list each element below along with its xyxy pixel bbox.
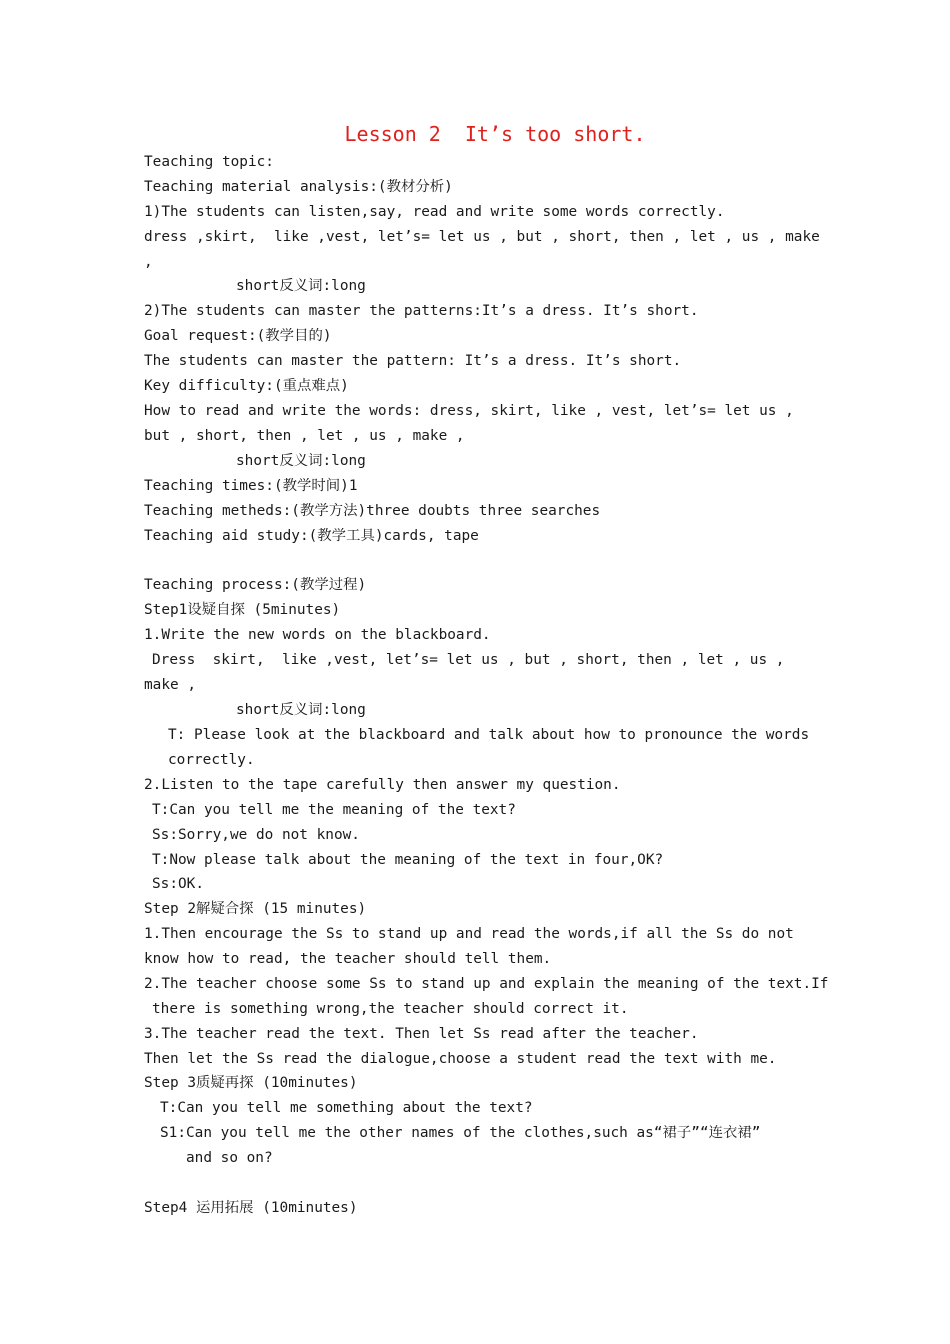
- text-line: 1)The students can listen,say, read and write some words correctly.: [144, 204, 725, 220]
- text-line: T: Please look at the blackboard and talk about how to pronounce the words: [168, 727, 810, 743]
- text-line: Teaching times:(教学时间)1: [144, 478, 358, 494]
- text-line: know how to read, the teacher should tell them.: [144, 951, 552, 967]
- text-line: 2)The students can master the patterns:It’s a dress. It’s short.: [144, 303, 699, 319]
- text-line: Teaching aid study:(教学工具)cards, tape: [144, 528, 479, 544]
- text-line: Dress skirt, like ,vest, let’s= let us , but , short, then , let , us ,: [152, 652, 785, 668]
- text-line: dress ,skirt, like ,vest, let’s= let us , but , short, then , let , us , make: [144, 229, 820, 245]
- text-line: Key difficulty:(重点难点): [144, 378, 349, 394]
- text-line: The students can master the pattern: It’s a dress. It’s short.: [144, 353, 682, 369]
- text-line: Ss:Sorry,we do not know.: [152, 827, 360, 843]
- text-line: 3.The teacher read the text. Then let Ss read after the teacher.: [144, 1026, 699, 1042]
- text-line: Step 2解疑合探 (15 minutes): [144, 901, 367, 917]
- text-line: Teaching process:(教学过程): [144, 577, 367, 593]
- text-line: Teaching metheds:(教学方法)three doubts three searches: [144, 503, 601, 519]
- text-line: short反义词:long: [236, 278, 366, 294]
- text-line: short反义词:long: [236, 453, 366, 469]
- text-line: but , short, then , let , us , make ,: [144, 428, 465, 444]
- text-line: there is something wrong,the teacher should correct it.: [152, 1001, 629, 1017]
- text-line: correctly.: [168, 752, 255, 768]
- text-line: 2.Listen to the tape carefully then answer my question.: [144, 777, 621, 793]
- text-line: 1.Then encourage the Ss to stand up and read the words,if all the Ss do not: [144, 926, 794, 942]
- page-title: Lesson 2 It’s too short.: [344, 122, 646, 146]
- text-line: ,: [144, 254, 153, 270]
- text-line: Step 3质疑再探 (10minutes): [144, 1075, 358, 1091]
- text-line: Ss:OK.: [152, 876, 204, 892]
- text-line: Teaching material analysis:(教材分析): [144, 179, 453, 195]
- text-line: and so on?: [186, 1150, 273, 1166]
- text-line: S1:Can you tell me the other names of the clothes,such as“裙子”“连衣裙”: [160, 1125, 761, 1141]
- text-line: 2.The teacher choose some Ss to stand up and explain the meaning of the text.If: [144, 976, 829, 992]
- text-line: Teaching topic:: [144, 154, 274, 170]
- text-line: How to read and write the words: dress, skirt, like , vest, let’s= let us ,: [144, 403, 794, 419]
- text-line: T:Can you tell me something about the text?: [160, 1100, 533, 1116]
- text-line: Then let the Ss read the dialogue,choose a student read the text with me.: [144, 1051, 777, 1067]
- text-line: Goal request:(教学目的): [144, 328, 332, 344]
- text-line: 1.Write the new words on the blackboard.: [144, 627, 491, 643]
- text-line: Step1设疑自探 (5minutes): [144, 602, 341, 618]
- text-line: short反义词:long: [236, 702, 366, 718]
- text-line: T:Can you tell me the meaning of the text?: [152, 802, 516, 818]
- text-line: Step4 运用拓展 (10minutes): [144, 1200, 358, 1216]
- text-line: make ,: [144, 677, 196, 693]
- text-line: T:Now please talk about the meaning of the text in four,OK?: [152, 852, 664, 868]
